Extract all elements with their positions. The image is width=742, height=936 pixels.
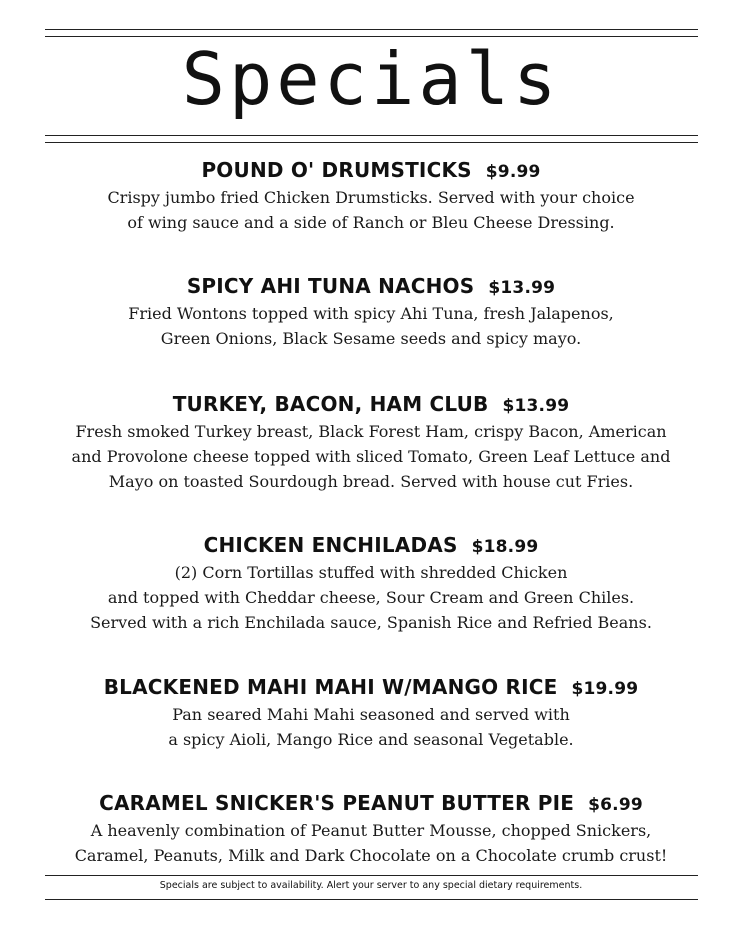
menu-item-name: POUND O' DRUMSTICKS — [201, 158, 472, 182]
menu-item — [0, 157, 742, 235]
page-title: Specials — [181, 37, 561, 121]
footer-rule-upper — [45, 875, 698, 876]
description-line: Green Onions, Black Sesame seeds and spicy mayo. — [160, 329, 582, 348]
availability-note: Specials are subject to availability. Alert your server to any special dietary requirements. — [159, 880, 583, 891]
menu-item-description — [0, 301, 742, 351]
menu-item-heading — [0, 674, 742, 702]
description-line: a spicy Aioli, Mango Rice and seasonal Vegetable. — [168, 730, 574, 749]
menu-item-description — [0, 702, 742, 752]
description-line: Mayo on toasted Sourdough bread. Served with house cut Fries. — [108, 472, 634, 491]
description-line: Crispy jumbo fried Chicken Drumsticks. Served with your choice — [107, 188, 635, 207]
menu-item-price: $13.99 — [488, 278, 556, 298]
menu-item-description — [0, 818, 742, 868]
menu-item-name: CARAMEL SNICKER'S PEANUT BUTTER PIE — [99, 791, 575, 815]
description-line: Fried Wontons topped with spicy Ahi Tuna, fresh Jalapenos, — [128, 304, 614, 323]
menu-item-description — [0, 185, 742, 235]
menu-item — [0, 674, 742, 752]
menu-item-price: $13.99 — [502, 396, 570, 416]
menu-item-heading — [0, 391, 742, 419]
menu-item-price: $9.99 — [485, 162, 541, 182]
menu-item — [0, 391, 742, 494]
menu-item — [0, 790, 742, 868]
menu-item-description — [0, 560, 742, 635]
menu-item-heading — [0, 273, 742, 301]
footer-rule-lower — [45, 899, 698, 900]
menu-item-description — [0, 419, 742, 494]
menu-item-heading — [0, 157, 742, 185]
description-line: and Provolone cheese topped with sliced Tomato, Green Leaf Lettuce and — [71, 447, 671, 466]
description-line: Caramel, Peanuts, Milk and Dark Chocolate on a Chocolate crumb crust! — [74, 846, 668, 865]
description-line: and topped with Cheddar cheese, Sour Cream and Green Chiles. — [107, 588, 635, 607]
menu-item-heading — [0, 532, 742, 560]
menu-item-name: SPICY AHI TUNA NACHOS — [186, 274, 475, 298]
menu-item — [0, 273, 742, 351]
description-line: Pan seared Mahi Mahi seasoned and served with — [172, 705, 570, 724]
top-rule-outer — [45, 29, 698, 30]
menu-item-heading — [0, 790, 742, 818]
menu-item — [0, 532, 742, 635]
menu-item-name: CHICKEN ENCHILADAS — [203, 533, 458, 557]
description-line: Fresh smoked Turkey breast, Black Forest Ham, crispy Bacon, American — [75, 422, 667, 441]
description-line: (2) Corn Tortillas stuffed with shredded Chicken — [174, 563, 568, 582]
title-rule-upper — [45, 135, 698, 136]
description-line: A heavenly combination of Peanut Butter Mousse, chopped Snickers, — [90, 821, 652, 840]
description-line: of wing sauce and a side of Ranch or Bleu Cheese Dressing. — [127, 213, 615, 232]
menu-item-name: TURKEY, BACON, HAM CLUB — [172, 392, 489, 416]
menu-item-name: BLACKENED MAHI MAHI W/MANGO RICE — [103, 675, 558, 699]
menu-item-price: $18.99 — [471, 537, 539, 557]
menu-item-price: $19.99 — [571, 679, 639, 699]
description-line: Served with a rich Enchilada sauce, Spanish Rice and Refried Beans. — [90, 613, 652, 632]
title-rule-lower — [45, 142, 698, 143]
menu-item-price: $6.99 — [588, 795, 643, 815]
